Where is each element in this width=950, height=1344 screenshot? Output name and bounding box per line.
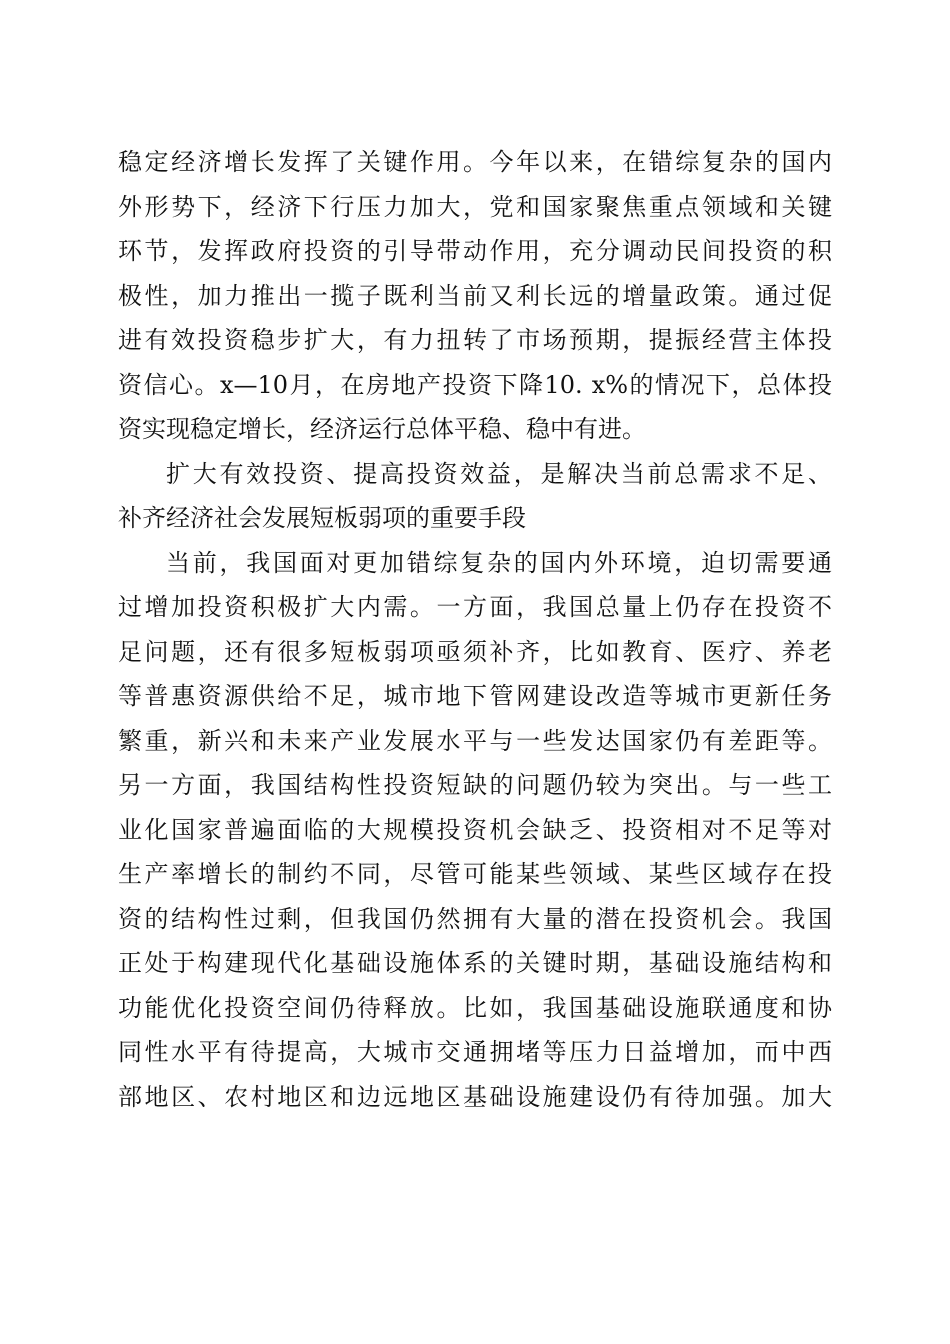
text-line: 极性，加力推出一揽子既利当前又利长远的增量政策。通过促 <box>118 281 832 310</box>
text-line: 功能优化投资空间仍待释放。比如，我国基础设施联通度和协 <box>118 993 832 1022</box>
text-line: 资信心。x—10月，在房地产投资下降10. x%的情况下，总体投 <box>118 370 832 399</box>
section-heading <box>118 452 832 541</box>
text-line: 补齐经济社会发展短板弱项的重要手段 <box>118 504 526 532</box>
paragraph <box>118 541 832 1120</box>
text-line: 生产率增长的制约不同，尽管可能某些领域、某些区域存在投 <box>118 860 832 888</box>
text-line: 业化国家普遍面临的大规模投资机会缺乏、投资相对不足等对 <box>118 815 832 844</box>
text-line: 繁重，新兴和未来产业发展水平与一些发达国家仍有差距等。 <box>118 726 832 755</box>
text-line: 资的结构性过剩，但我国仍然拥有大量的潜在投资机会。我国 <box>118 904 832 933</box>
paragraph <box>118 140 832 452</box>
document-body <box>118 140 832 1119</box>
text-line: 另一方面，我国结构性投资短缺的问题仍较为突出。与一些工 <box>118 771 832 799</box>
text-line: 扩大有效投资、提高投资效益，是解决当前总需求不足、 <box>166 459 832 488</box>
text-line: 外形势下，经济下行压力加大，党和国家聚焦重点领域和关键 <box>118 192 832 221</box>
text-line: 正处于构建现代化基础设施体系的关键时期，基础设施结构和 <box>118 949 832 977</box>
text-line: 同性水平有待提高，大城市交通拥堵等压力日益增加，而中西 <box>118 1038 832 1066</box>
text-line: 过增加投资积极扩大内需。一方面，我国总量上仍存在投资不 <box>118 593 832 621</box>
text-line: 部地区、农村地区和边远地区基础设施建设仍有待加强。加大 <box>118 1082 832 1111</box>
text-line: 等普惠资源供给不足，城市地下管网建设改造等城市更新任务 <box>118 682 832 710</box>
text-line: 足问题，还有很多短板弱项亟须补齐，比如教育、医疗、养老 <box>118 637 832 666</box>
text-line: 资实现稳定增长，经济运行总体平稳、稳中有进。 <box>118 415 646 443</box>
text-line: 环节，发挥政府投资的引导带动作用，充分调动民间投资的积 <box>118 237 832 265</box>
text-line: 稳定经济增长发挥了关键作用。今年以来，在错综复杂的国内 <box>118 148 832 176</box>
text-line: 进有效投资稳步扩大，有力扭转了市场预期，提振经营主体投 <box>118 326 832 354</box>
text-line: 当前，我国面对更加错综复杂的国内外环境，迫切需要通 <box>166 548 832 577</box>
